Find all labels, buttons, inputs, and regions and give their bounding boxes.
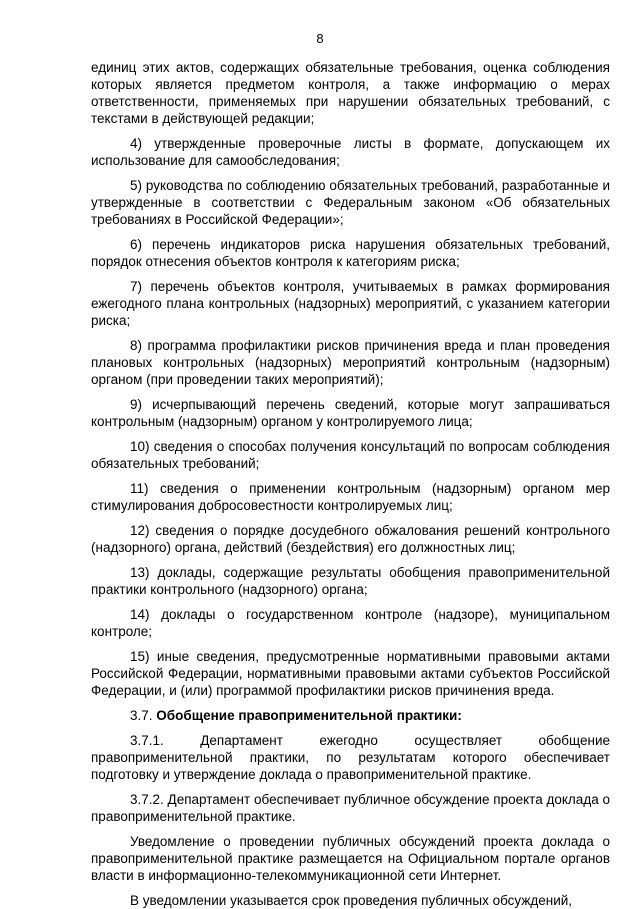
document-body	[91, 59, 610, 909]
list-item-8: 8) программа профилактики рисков причинения вреда и план проведения плановых контрольных (надзорных) мероприятий контрольным (надзорным) органом (при проведении таких мероприятий);	[91, 338, 610, 387]
list-item-12: 12) сведения о порядке досудебного обжалования решений контрольного (надзорного) органа, действий (бездействия) его должностных лиц;	[91, 523, 610, 555]
section-number: 3.7.	[130, 708, 153, 723]
section-heading	[91, 707, 610, 724]
section-title: Обобщение правоприменительной практики:	[156, 708, 462, 723]
list-item-7: 7) перечень объектов контроля, учитываемых в рамках формирования ежегодного плана контрольных (надзорных) мероприятий, с указанием категории риска;	[91, 279, 610, 328]
list-item-10: 10) сведения о способах получения консультаций по вопросам соблюдения обязательных требований;	[91, 439, 610, 471]
list-item-14: 14) доклады о государственном контроле (надзоре), муниципальном контроле;	[91, 607, 610, 639]
list-item-4: 4) утвержденные проверочные листы в формате, допускающем их использование для самообследования;	[91, 136, 610, 168]
list-item-5: 5) руководства по соблюдению обязательных требований, разработанные и утвержденные в соответствии с Федеральным законом «Об обязательных требованиях в Российской Федерации»;	[91, 178, 610, 227]
list-item-13: 13) доклады, содержащие результаты обобщения правоприменительной практики контрольного (надзорного) органа;	[91, 565, 610, 597]
page-number: 8	[316, 31, 324, 46]
list-item-9: 9) исчерпывающий перечень сведений, которые могут запрашиваться контрольным (надзорным) органом у контролируемого лица;	[91, 397, 610, 429]
paragraph-continuation: единиц этих актов, содержащих обязательные требования, оценка соблюдения которых является предметом контроля, а также информацию о мерах ответственности, применяемых при нарушении обязательных требований, с текстами в действующей редакции;	[91, 60, 610, 126]
paragraph-notice: Уведомление о проведении публичных обсуждений проекта доклада о правоприменительной практике размещается на Официальном портале органов власти в информационно-телекоммуникационной сети Интернет.	[91, 834, 610, 883]
paragraph-3-7-2: 3.7.2. Департамент обеспечивает публичное обсуждение проекта доклада о правоприменительной практике.	[91, 792, 610, 824]
list-item-11: 11) сведения о применении контрольным (надзорным) органом мер стимулирования добросовестности контролируемых лиц;	[91, 481, 610, 513]
list-item-15: 15) иные сведения, предусмотренные нормативными правовыми актами Российской Федерации, нормативными правовыми актами субъектов Российской Федерации, и (или) программой профилактики рисков причинения вреда.	[91, 649, 610, 698]
paragraph-notice-term: В уведомлении указывается срок проведения публичных обсуждений,	[130, 893, 573, 908]
list-item-6: 6) перечень индикаторов риска нарушения обязательных требований, порядок отнесения объектов контроля к категориям риска;	[91, 237, 610, 269]
paragraph-3-7-1: 3.7.1. Департамент ежегодно осуществляет обобщение правоприменительной практики, по результатам которого обеспечивает подготовку и утверждение доклада о правоприменительной практике.	[91, 733, 610, 782]
